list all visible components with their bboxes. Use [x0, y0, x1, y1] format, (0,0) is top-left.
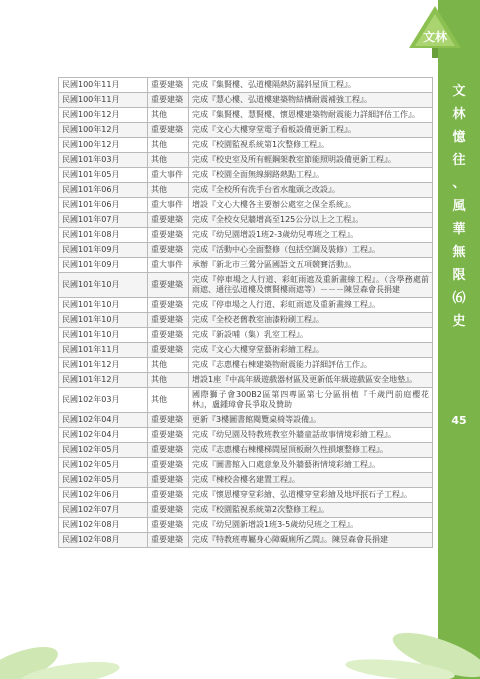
row-category: 重要建築: [148, 458, 189, 473]
row-date: 民國100年11月: [59, 78, 148, 93]
row-date: 民國101年06月: [59, 198, 148, 213]
row-description: 完成『特教班專屬身心障礙廁所乙間』。陳昱森會長捐建: [189, 533, 433, 548]
table-row: [59, 373, 433, 388]
row-category: 其他: [148, 138, 189, 153]
vertical-title-char: 、: [452, 176, 466, 191]
row-category: 重要建築: [148, 213, 189, 228]
row-category: 重要建築: [148, 488, 189, 503]
row-category: 重要建築: [148, 313, 189, 328]
table-row: [59, 313, 433, 328]
row-description: 完成『集賢樓、慧賢樓、懷恩樓建築物耐震能力詳細評估工作』。: [189, 108, 433, 123]
row-date: 民國102年04月: [59, 413, 148, 428]
table-row: [59, 443, 433, 458]
table-row: [59, 533, 433, 548]
row-category: 重大事件: [148, 198, 189, 213]
table-row: [59, 93, 433, 108]
row-description: 完成『慧心樓、弘道樓建築物結構耐震補強工程』。: [189, 93, 433, 108]
row-description: 更新『3樓圖書館閱覽桌椅等設備』。: [189, 413, 433, 428]
row-date: 民國101年12月: [59, 358, 148, 373]
row-date: 民國102年05月: [59, 458, 148, 473]
vertical-title-char: 文: [452, 84, 466, 99]
table-row: [59, 138, 433, 153]
row-description: 完成『幼兒園增設1班2-3歲幼兒專班之工程』。: [189, 228, 433, 243]
row-date: 民國100年12月: [59, 123, 148, 138]
table-row: [59, 503, 433, 518]
row-description: 完成『集賢樓、弘道樓隔熱防漏斜屋頂工程』。: [189, 78, 433, 93]
row-description: 完成『圖書館入口處意象及外牆藝術情境彩繪工程』。: [189, 458, 433, 473]
row-category: 重要建築: [148, 273, 189, 298]
row-category: 重要建築: [148, 533, 189, 548]
row-date: 民國102年07月: [59, 503, 148, 518]
row-description: 完成『文心大樓穿堂電子看板設備更新工程』。: [189, 123, 433, 138]
row-date: 民國102年08月: [59, 518, 148, 533]
row-date: 民國101年10月: [59, 328, 148, 343]
row-description: 國際獅子會300B2區第四專區第七分區捐植『千歲門前庭櫻花林』，盧鍾璋會長爭取及贊助: [189, 388, 433, 413]
table-row: [59, 108, 433, 123]
row-description: 完成『校園監視系統第2次整修工程』。: [189, 503, 433, 518]
row-description: 完成『停車場之人行道、彩虹雨遮及重新畫線工程』。（含學務處前雨遮、通往弘道樓及懷賢樓雨遮等）－－－陳昱森會長捐建: [189, 273, 433, 298]
row-category: 重要建築: [148, 243, 189, 258]
table-row: [59, 388, 433, 413]
row-category: 重要建築: [148, 413, 189, 428]
row-date: 民國101年06月: [59, 183, 148, 198]
vertical-title-char: ⑹: [452, 291, 466, 306]
row-date: 民國101年10月: [59, 273, 148, 298]
row-category: 其他: [148, 373, 189, 388]
table-row: [59, 78, 433, 93]
row-date: 民國101年03月: [59, 153, 148, 168]
row-category: 重大事件: [148, 168, 189, 183]
table-row: [59, 183, 433, 198]
row-date: 民國101年05月: [59, 168, 148, 183]
row-category: 其他: [148, 153, 189, 168]
vertical-title-char: 無: [452, 245, 466, 260]
vertical-title-char: 風: [452, 199, 466, 214]
row-category: 其他: [148, 108, 189, 123]
row-description: 承辦『新北市三鶯分區國語文五項競賽活動』。: [189, 258, 433, 273]
row-description: 完成『新設哺（集）乳室工程』。: [189, 328, 433, 343]
row-description: 完成『棟校舍樓名建置工程』。: [189, 473, 433, 488]
bottom-right-leaves-decoration: [340, 600, 480, 679]
wenlin-tree-logo: [405, 4, 465, 60]
row-description: 完成『懷恩樓穿堂彩繪、弘道樓穿堂彩繪及地坪抿石子工程』。: [189, 488, 433, 503]
row-category: 重要建築: [148, 228, 189, 243]
row-description: 完成『全校老舊教室油漆粉刷工程』。: [189, 313, 433, 328]
row-date: 民國100年12月: [59, 138, 148, 153]
table-row: [59, 213, 433, 228]
row-date: 民國102年08月: [59, 533, 148, 548]
row-date: 民國101年12月: [59, 373, 148, 388]
vertical-title-char: 史: [452, 314, 466, 329]
row-date: 民國100年12月: [59, 108, 148, 123]
row-date: 民國101年11月: [59, 343, 148, 358]
vertical-title-char: 林: [452, 107, 466, 122]
row-description: 增設1座『中高年級遊戲器材區及更新低年級遊戲區安全地墊』。: [189, 373, 433, 388]
page-number: 45: [451, 414, 467, 427]
row-description: 完成『校園監視系統第1次整修工程』。: [189, 138, 433, 153]
table-row: [59, 198, 433, 213]
row-description: 完成『全校女兒牆增高至125公分以上之工程』。: [189, 213, 433, 228]
table-row: [59, 273, 433, 298]
row-category: 其他: [148, 388, 189, 413]
row-date: 民國100年11月: [59, 93, 148, 108]
table-row: [59, 518, 433, 533]
row-category: 重要建築: [148, 473, 189, 488]
table-row: [59, 258, 433, 273]
row-category: 重要建築: [148, 298, 189, 313]
row-date: 民國101年09月: [59, 258, 148, 273]
row-category: 重要建築: [148, 328, 189, 343]
row-date: 民國102年05月: [59, 443, 148, 458]
table-row: [59, 228, 433, 243]
row-description: 完成『停車場之人行道、彩虹雨遮及重新畫線工程』。: [189, 298, 433, 313]
row-description: 完成『幼兒園及特教班教室外牆童話故事情境彩繪工程』。: [189, 428, 433, 443]
vertical-title-char: 往: [452, 153, 466, 168]
records-table: [58, 77, 433, 548]
row-description: 完成『校園全面無線網路熱點工程』。: [189, 168, 433, 183]
vertical-title-char: 憶: [452, 130, 466, 145]
row-date: 民國102年05月: [59, 473, 148, 488]
row-category: 重要建築: [148, 343, 189, 358]
row-category: 重大事件: [148, 258, 189, 273]
bottom-left-leaves-decoration: [0, 616, 140, 679]
table-row: [59, 243, 433, 258]
table-row: [59, 153, 433, 168]
section-vertical-title: [444, 80, 474, 333]
row-description: 完成『活動中心全面整修（包括空調及裝修）工程』。: [189, 243, 433, 258]
vertical-title-char: 限: [452, 268, 466, 283]
table-row: [59, 413, 433, 428]
row-category: 重要建築: [148, 428, 189, 443]
table-row: [59, 328, 433, 343]
table-row: [59, 298, 433, 313]
table-row: [59, 473, 433, 488]
row-date: 民國101年08月: [59, 228, 148, 243]
row-description: 完成『全校所有洗手台省水龍頭之改設』。: [189, 183, 433, 198]
row-description: 完成『幼兒園新增設1班3-5歲幼兒班之工程』。: [189, 518, 433, 533]
row-date: 民國101年07月: [59, 213, 148, 228]
row-category: 其他: [148, 183, 189, 198]
vertical-title-char: 華: [452, 222, 466, 237]
table-row: [59, 343, 433, 358]
row-date: 民國102年04月: [59, 428, 148, 443]
row-description: 完成『志惠樓右棟建築物耐震能力詳細評估工作』。: [189, 358, 433, 373]
row-category: 重要建築: [148, 518, 189, 533]
row-category: 重要建築: [148, 93, 189, 108]
row-description: 增設『文心大樓各主要辦公處室之保全系統』。: [189, 198, 433, 213]
table-row: [59, 458, 433, 473]
row-date: 民國102年06月: [59, 488, 148, 503]
row-category: 重要建築: [148, 443, 189, 458]
table-row: [59, 428, 433, 443]
table-row: [59, 488, 433, 503]
row-date: 民國101年10月: [59, 298, 148, 313]
row-category: 重要建築: [148, 503, 189, 518]
row-date: 民國101年10月: [59, 313, 148, 328]
row-date: 民國101年09月: [59, 243, 148, 258]
row-description: 完成『文心大樓穿堂藝術彩繪工程』。: [189, 343, 433, 358]
row-category: 重要建築: [148, 78, 189, 93]
row-date: 民國102年03月: [59, 388, 148, 413]
row-description: 完成『志惠樓右棟樓梯間屋頂板耐久性損壞整修工程』。: [189, 443, 433, 458]
row-description: 完成『校史室及所有輕鋼架教室節能照明設備更新工程』。: [189, 153, 433, 168]
row-category: 重要建築: [148, 123, 189, 138]
table-row: [59, 123, 433, 138]
logo-lettering: 文林: [422, 30, 448, 44]
row-category: 其他: [148, 358, 189, 373]
table-row: [59, 358, 433, 373]
table-row: [59, 168, 433, 183]
